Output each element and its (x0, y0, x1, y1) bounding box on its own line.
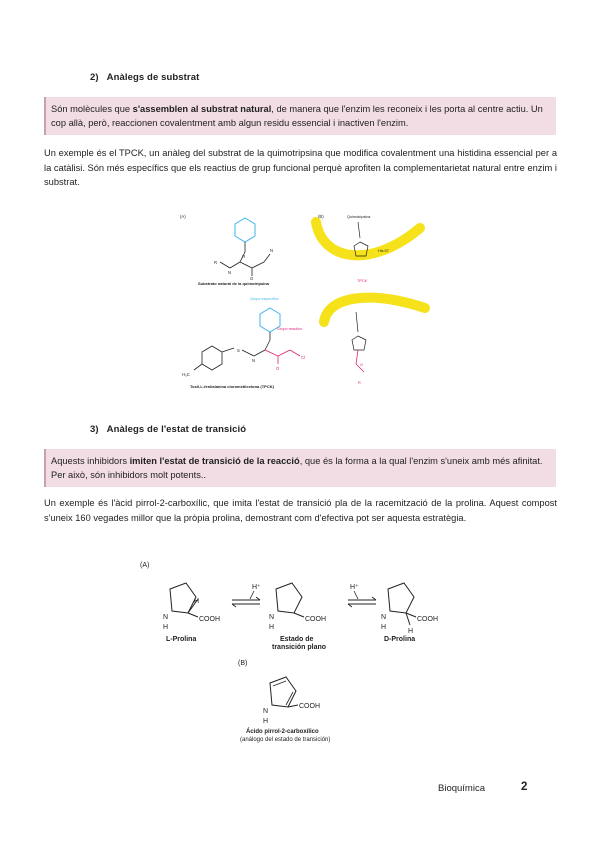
atom-cooh: COOH (305, 616, 326, 623)
bond (265, 350, 278, 356)
bond (358, 222, 360, 238)
atom-n: N (163, 614, 169, 621)
section-3-title: Anàlegs de l'estat de transició (106, 424, 247, 435)
proline-figure (140, 555, 480, 750)
atom-n: N (381, 614, 387, 621)
atom-h: H (163, 624, 169, 631)
acid-label-2: (análogo del estado de transición) (240, 737, 331, 743)
section-3-number: 3) (90, 424, 99, 435)
callout-bold-text: s'assemblen al substrat natural (132, 104, 272, 114)
transition-ring (276, 583, 302, 613)
transition-label-2: transición plano (272, 644, 327, 651)
arrow-head (348, 604, 352, 607)
atom-r: R (214, 260, 218, 265)
section-2-heading (90, 72, 199, 83)
h-plus-1: H⁺ (252, 584, 261, 591)
atom-n: N (269, 614, 275, 621)
atom-n: N (270, 248, 274, 253)
figure-label-a: (A) (140, 562, 150, 569)
atom-h3c: H₃C (182, 372, 190, 377)
l-proline-label: L-Prolina (166, 636, 197, 643)
callout-text-start: Són molècules que (51, 104, 133, 114)
page-number: 2 (521, 781, 528, 793)
imidazole-ring-bottom (352, 336, 366, 350)
section-3-callout (44, 449, 556, 487)
bond (294, 613, 304, 617)
label-tpck-small: TPCK (357, 279, 368, 283)
atom-n: N (252, 358, 256, 363)
atom-o: O (276, 366, 280, 371)
benzene-ring-top (235, 218, 255, 242)
atom-h: H (269, 624, 275, 631)
bond (356, 312, 358, 332)
atom-cooh: COOH (417, 616, 438, 623)
bond (220, 262, 230, 268)
bond (254, 350, 265, 356)
label-specific-group: Grupo específico (250, 297, 279, 301)
atom-cl: Cl (301, 355, 305, 360)
bond (278, 350, 290, 356)
footer-title: Bioquímica (438, 783, 485, 794)
arrow-head (372, 597, 376, 600)
bond (265, 340, 270, 350)
caption-tpck: Tosil-L-fenilalanina clorometilcetona (TPCK) (190, 384, 274, 389)
label-reactive-group: Grupo reactivo (277, 327, 302, 331)
arrow-head (256, 597, 260, 600)
bond (354, 591, 358, 599)
callout-bold-text: imiten l'estat de transició de la reacció (129, 456, 300, 466)
transition-label-1: Estado de (280, 636, 314, 643)
bond (240, 262, 252, 268)
callout-text-end: , de manera que l'enzim les reconeix i les porta al centre actiu. Un cop allà, però, reaccionen covalentment amb algun residu essencial i inactiven l'enzim. (51, 104, 543, 128)
bond (264, 254, 270, 262)
toluene-ring (202, 346, 222, 370)
bond (188, 613, 198, 617)
atom-h: H (242, 254, 246, 259)
enzyme-ribbon-top (316, 222, 420, 255)
bond (290, 350, 300, 356)
atom-h: H (194, 598, 200, 605)
bond (194, 364, 202, 370)
section-2-paragraph: Un exemple és el TPCK, un anàleg del substrat de la quimotripsina que modifica covalentment una histidina essencial per a la catàlisi. Són més específics que els reactius de grup funcional perquè aprofiten la complementarietat natural entre enzim i substrat. (44, 148, 557, 188)
figure-label-b: (B) (238, 660, 248, 667)
bond (356, 350, 358, 364)
d-proline-ring (388, 583, 414, 613)
double-bond (273, 681, 286, 686)
figure-label-b: (B) (318, 214, 324, 219)
atom-s: S (237, 348, 240, 353)
h-plus-2: H⁺ (350, 584, 359, 591)
section-2-number: 2) (90, 72, 99, 83)
enzyme-ribbon-bottom (324, 298, 425, 322)
atom-n: N (228, 270, 232, 275)
callout-text-end: , que és la forma a la qual l'enzim s'uneix amb més afinitat. Per això, són inhibidors molt potents.. (51, 456, 543, 480)
atom-cooh: COOH (299, 703, 320, 710)
section-2-title: Anàlegs de substrat (106, 72, 200, 83)
atom-o: O (250, 276, 254, 281)
bond (288, 705, 298, 707)
bond (222, 348, 234, 352)
section-2-callout (44, 97, 556, 135)
bond (250, 591, 254, 599)
caption-substrate: Substrato natural de la quimotripsina (198, 281, 269, 286)
callout-text-start: Aquests inhibidors (51, 456, 130, 466)
atom-o: O (360, 363, 363, 367)
label-chymotrypsin: Quimotripsina (347, 215, 371, 219)
figure-label-a: (A) (180, 214, 186, 219)
acid-label-1: Ácido pirrol-2-carboxílico (246, 729, 319, 735)
arrow-head (232, 604, 236, 607)
bond (230, 262, 240, 268)
atom-h: H (263, 718, 269, 725)
tpck-figure (170, 208, 440, 403)
pyrrole-ring (270, 677, 296, 707)
d-proline-label: D-Prolina (384, 636, 416, 643)
l-proline-ring (170, 583, 196, 613)
section-3-heading (90, 424, 246, 435)
bond (252, 262, 264, 268)
bond (242, 350, 254, 356)
label-his57: His 57 (378, 249, 389, 253)
atom-h: H (381, 624, 387, 631)
atom-r: R (358, 381, 361, 385)
atom-n: N (263, 708, 269, 715)
section-3-paragraph: Un exemple és l'àcid pirrol-2-carboxílic, que imita l'estat de transició pla de la racemització de la prolina. Aquest compost s'uneix 160 vegades millor que la pròpia prolina, demostrant com d'efectiva pot ser aquesta estratègia. (44, 498, 557, 523)
atom-h: H (408, 628, 414, 635)
atom-cooh: COOH (199, 616, 220, 623)
